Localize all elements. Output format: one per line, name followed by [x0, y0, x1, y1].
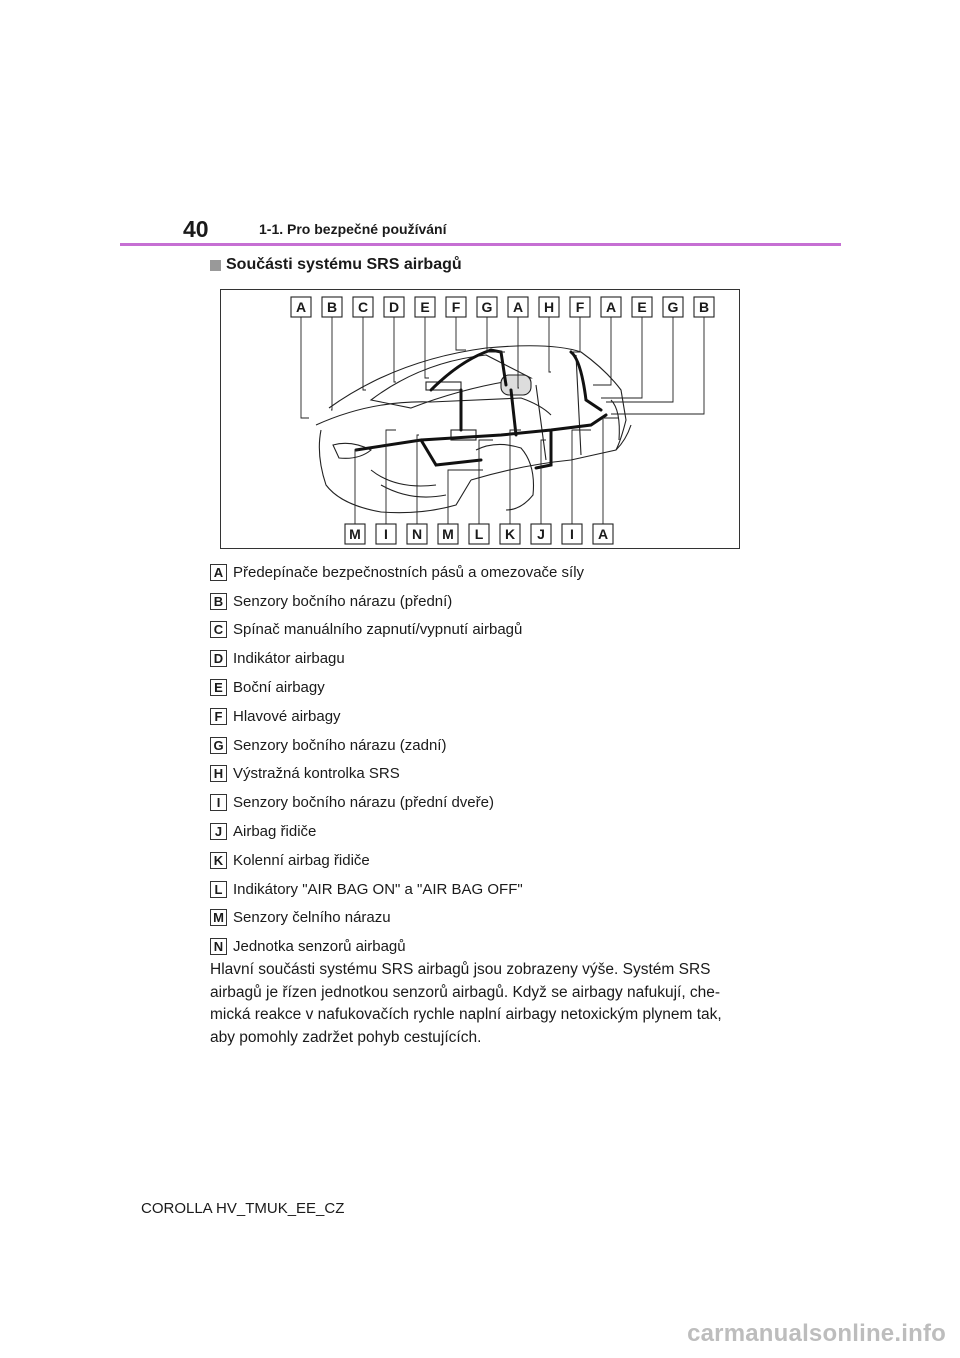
callout-label: B	[698, 299, 710, 315]
callout-label: L	[474, 526, 484, 542]
legend-key: E	[210, 679, 227, 696]
legend-key: C	[210, 621, 227, 638]
callout-label: C	[357, 299, 369, 315]
legend-item	[210, 904, 770, 933]
legend-key: N	[210, 938, 227, 955]
body-paragraph	[210, 959, 750, 1049]
callout-label: M	[442, 526, 454, 542]
legend-item	[210, 673, 770, 702]
airbag-diagram	[220, 289, 740, 549]
callout-label: E	[637, 299, 647, 315]
callout-label: A	[295, 299, 307, 315]
legend-text: Indikátory "AIR BAG ON" a "AIR BAG OFF"	[233, 880, 523, 898]
car-headlight	[333, 443, 371, 458]
legend-item	[210, 875, 770, 904]
legend-item	[210, 731, 770, 760]
callout-leader-line	[355, 450, 359, 524]
callout-label: I	[570, 526, 574, 542]
legend-text: Indikátor airbagu	[233, 650, 345, 668]
car-rear-wheel	[611, 400, 619, 440]
legend-text: Hlavové airbagy	[233, 707, 341, 725]
page-number: 40	[183, 216, 209, 242]
callout-label: G	[481, 299, 493, 315]
legend-item	[210, 846, 770, 875]
callout-leader-line	[479, 440, 493, 524]
legend-key: F	[210, 708, 227, 725]
callout-leader-line	[611, 317, 704, 414]
callout-label: B	[326, 299, 338, 315]
callout-label: M	[349, 526, 361, 542]
callout-label: K	[504, 526, 516, 542]
car-front-wheel	[476, 444, 534, 510]
legend-key: L	[210, 881, 227, 898]
legend-key: J	[210, 823, 227, 840]
legend-item	[210, 644, 770, 673]
callout-leader-line	[606, 317, 673, 402]
legend-text: Boční airbagy	[233, 679, 325, 697]
legend-text: Airbag řidiče	[233, 823, 317, 841]
legend-key: M	[210, 909, 227, 926]
callout-label: J	[537, 526, 545, 542]
footer-model-code: COROLLA HV_TMUK_EE_CZ	[141, 1200, 345, 1217]
callout-leader-line	[363, 317, 366, 390]
legend-key: G	[210, 737, 227, 754]
callout-label: A	[512, 299, 524, 315]
legend-text: Kolenní airbag řidiče	[233, 851, 370, 869]
sub-heading-text: Součásti systému SRS airbagů	[226, 256, 462, 273]
rear-pillar-line	[571, 352, 601, 410]
callout-label: G	[667, 299, 679, 315]
car-door-line	[536, 355, 581, 460]
legend-list	[210, 558, 770, 961]
callout-leader-line	[573, 317, 580, 352]
body-line: airbagů je řízen jednotkou senzorů airbagů. Když se airbagy nafukují, che-	[210, 983, 721, 1001]
legend-key: K	[210, 852, 227, 869]
legend-text: Jednotka senzorů airbagů	[233, 938, 406, 956]
car-grille	[371, 470, 446, 497]
body-line: Hlavní součásti systému SRS airbagů jsou zobrazeny výše. Systém SRS	[210, 961, 711, 978]
callout-label: A	[597, 526, 609, 542]
callout-label: F	[575, 299, 585, 315]
legend-text: Senzory bočního nárazu (přední)	[233, 592, 453, 610]
legend-item	[210, 932, 770, 961]
callout-label: N	[411, 526, 423, 542]
body-line: aby pomohly zadržet pohyb cestujících.	[210, 1028, 482, 1046]
legend-text: Senzory bočního nárazu (zadní)	[233, 736, 447, 754]
legend-text: Předepínače bezpečnostních pásů a omezovače síly	[233, 563, 585, 581]
callout-leader-line	[331, 317, 332, 410]
legend-item	[210, 817, 770, 846]
legend-text: Senzory bočního nárazu (přední dveře)	[233, 794, 494, 812]
watermark: carmanualsonline.info	[687, 1320, 946, 1347]
callout-leader-line	[456, 317, 466, 350]
square-bullet-icon	[210, 260, 221, 271]
legend-key: H	[210, 765, 227, 782]
legend-text: Spínač manuálního zapnutí/vypnutí airbagů	[233, 621, 523, 639]
callout-label: E	[420, 299, 430, 315]
callout-leader-line	[417, 435, 419, 524]
callout-label: I	[384, 526, 388, 542]
callout-leader-line	[549, 317, 551, 372]
legend-item	[210, 702, 770, 731]
callout-leader-line	[572, 430, 591, 524]
car-illustration	[221, 290, 739, 548]
callout-label: H	[543, 299, 555, 315]
wiring-harness	[356, 390, 606, 468]
legend-item	[210, 760, 770, 789]
legend-item	[210, 788, 770, 817]
callout-label: A	[605, 299, 617, 315]
legend-text: Senzory čelního nárazu	[233, 909, 391, 927]
legend-item	[210, 587, 770, 616]
legend-item	[210, 558, 770, 587]
legend-text: Výstražná kontrolka SRS	[233, 765, 400, 783]
body-line: mická reakce v nafukovačích rychle naplní airbagy netoxickým plynem tak,	[210, 1006, 722, 1023]
sub-heading	[210, 256, 462, 274]
header-rule	[120, 243, 841, 246]
section-title: 1-1. Pro bezpečné používání	[259, 221, 447, 237]
legend-key: D	[210, 650, 227, 667]
callout-leader-line	[301, 317, 309, 418]
legend-key: B	[210, 593, 227, 610]
callout-label: D	[388, 299, 400, 315]
legend-key: A	[210, 564, 227, 581]
legend-item	[210, 616, 770, 645]
callout-leader-line	[603, 418, 619, 524]
callout-leader-line	[601, 317, 642, 398]
callout-label: F	[451, 299, 461, 315]
legend-key: I	[210, 794, 227, 811]
